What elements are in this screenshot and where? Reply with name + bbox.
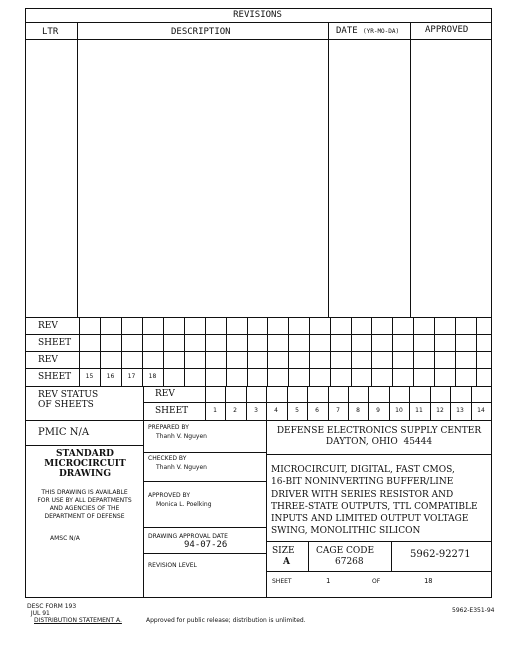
- grid-sheet-number: 18: [148, 373, 157, 380]
- grid-col-line-11: [309, 317, 310, 386]
- agency-bottom: [266, 454, 492, 455]
- grid-sheet-number: 16: [106, 373, 115, 380]
- rev-status-col-line: [491, 386, 492, 420]
- form-number: DESC FORM 193 JUL 91: [27, 603, 77, 617]
- frame-left: [25, 8, 26, 598]
- rev-status-sheet-number: 6: [315, 407, 319, 414]
- rev-status-col-line: [307, 386, 308, 420]
- frame-top: [25, 8, 492, 9]
- rev-status-sheet-number: 7: [336, 407, 340, 414]
- size-value: A: [283, 557, 290, 567]
- grid-row-line-1: [25, 334, 492, 335]
- rev-status-left-divider: [143, 386, 144, 597]
- rev-status-sheet-number: 5: [295, 407, 299, 414]
- rev-header-line1: [25, 22, 492, 23]
- rev-status-bottom: [25, 420, 492, 421]
- size-divider: [308, 541, 309, 571]
- prepared-label: PREPARED BY: [148, 424, 189, 431]
- col-description: DESCRIPTION: [171, 27, 231, 37]
- rev-status-col-line: [205, 386, 206, 420]
- rev-status-col-line: [389, 386, 390, 420]
- checked-label: CHECKED BY: [148, 455, 187, 462]
- grid-row-label: SHEET: [38, 372, 72, 382]
- rev-status-col-line: [368, 386, 369, 420]
- rev-status-col-line: [450, 386, 451, 420]
- pmic-bottom: [25, 445, 143, 446]
- sheet-value: 1: [326, 577, 331, 585]
- revision-level-label: REVISION LEVEL: [148, 562, 197, 569]
- grid-col-line-17: [434, 317, 435, 386]
- agency: DEFENSE ELECTRONICS SUPPLY CENTER DAYTON, OHIO 45444: [276, 426, 482, 447]
- grid-col-line-9: [267, 317, 268, 386]
- of-value: 18: [424, 577, 433, 585]
- frame-bottom: [25, 597, 492, 598]
- rev-status-col-line: [471, 386, 472, 420]
- grid-row-line-2: [25, 351, 492, 352]
- title-bottom: [266, 541, 492, 542]
- grid-sheet-number: 15: [85, 373, 94, 380]
- size-bottom: [266, 571, 492, 572]
- standard-title: STANDARD MICROCIRCUIT DRAWING: [44, 449, 126, 479]
- rev-status-col-line: [348, 386, 349, 420]
- rev-status-sheet-number: 1: [213, 407, 217, 414]
- grid-row-label: SHEET: [38, 338, 72, 348]
- col-date: DATE: [336, 26, 358, 36]
- sig-line-4: [143, 553, 266, 554]
- rev-col-ltr-divider: [77, 22, 78, 317]
- grid-sheet-number: 17: [127, 373, 136, 380]
- rev-status-sheet-number: 14: [477, 407, 485, 414]
- rev-status-col-line: [246, 386, 247, 420]
- approval-date-label: DRAWING APPROVAL DATE: [148, 533, 228, 540]
- grid-col-line-6: [205, 317, 206, 386]
- grid-row-label: REV: [38, 355, 58, 365]
- grid-col-line-14: [371, 317, 372, 386]
- rev-status-sheet-number: 8: [356, 407, 360, 414]
- grid-row-label: REV: [38, 321, 58, 331]
- col-approved: APPROVED: [425, 25, 469, 35]
- prepared-name: Thanh V. Nguyen: [156, 433, 207, 440]
- doc-code: 5962-E351-94: [452, 607, 495, 614]
- rev-status-col-line: [328, 386, 329, 420]
- rev-status-label: REV STATUS OF SHEETS: [38, 390, 99, 410]
- rev-status-col-line: [266, 386, 267, 420]
- rev-status-col-line: [287, 386, 288, 420]
- cage-divider: [391, 541, 392, 571]
- grid-col-line-19: [476, 317, 477, 386]
- rev-status-sheet-number: 3: [254, 407, 258, 414]
- rev-status-sheet-number: 13: [456, 407, 464, 414]
- grid-row-line-3: [25, 368, 492, 369]
- approved-name: Monica L. Poelking: [156, 501, 212, 508]
- grid-row-line-4: [25, 386, 492, 387]
- cage-label: CAGE CODE: [316, 546, 375, 556]
- rev-status-col-line: [225, 386, 226, 420]
- frame-right: [491, 8, 492, 598]
- of-label: OF: [372, 578, 381, 585]
- approved-label: APPROVED BY: [148, 492, 191, 499]
- col-ltr: LTR: [42, 27, 59, 37]
- sig-line-1: [143, 452, 266, 453]
- grid-row-line-0: [25, 317, 492, 318]
- grid-col-line-5: [184, 317, 185, 386]
- grid-col-line-10: [288, 317, 289, 386]
- rev-status-sheet-number: 2: [233, 407, 237, 414]
- distribution-statement-label: DISTRIBUTION STATEMENT A.: [34, 617, 122, 624]
- amsc: AMSC N/A: [50, 535, 80, 542]
- availability-text: THIS DRAWING IS AVAILABLE FOR USE BY ALL DEPARTMENTS AND AGENCIES OF THE DEPARTMENT OF DEFENSE: [37, 489, 132, 520]
- grid-col-line-7: [226, 317, 227, 386]
- rev-status-rev-label: REV: [155, 389, 175, 399]
- grid-col-line-16: [413, 317, 414, 386]
- rev-status-mid-line: [143, 402, 492, 403]
- rev-status-sheet-number: 11: [415, 407, 423, 414]
- rev-col-date-divider: [410, 22, 411, 317]
- rev-status-sheet-number: 9: [376, 407, 380, 414]
- grid-col-line-12: [330, 317, 331, 386]
- grid-col-line-18: [455, 317, 456, 386]
- rev-status-sheet-label: SHEET: [155, 406, 189, 416]
- revisions-title: REVISIONS: [233, 10, 282, 20]
- title-block: MICROCIRCUIT, DIGITAL, FAST CMOS, 16-BIT NONINVERTING BUFFER/LINE DRIVER WITH SERIES RESISTOR AND THREE-STATE OUTPUTS, TTL COMPATIBLE INPUTS AND LIMITED OUTPUT VOLTAGE SWING, MONOLITHIC SILICON: [271, 465, 478, 537]
- grid-col-line-13: [351, 317, 352, 386]
- distribution-statement-text: Approved for public release; distribution is unlimited.: [146, 617, 306, 624]
- rev-status-col-line: [430, 386, 431, 420]
- checked-name: Thanh V. Nguyen: [156, 464, 207, 471]
- col-date-format: (YR-MO-DA): [363, 28, 400, 35]
- approval-date: 94-07-26: [184, 540, 228, 550]
- sig-line-3: [143, 527, 266, 528]
- grid-col-line-15: [392, 317, 393, 386]
- grid-col-line-4: [163, 317, 164, 386]
- sheet-label: SHEET: [272, 578, 292, 585]
- rev-status-sheet-number: 10: [395, 407, 403, 414]
- sig-line-2: [143, 481, 266, 482]
- cage-value: 67268: [335, 557, 364, 567]
- grid-col-line-8: [247, 317, 248, 386]
- rev-status-sheet-number: 12: [436, 407, 444, 414]
- size-label: SIZE: [272, 546, 295, 556]
- rev-header-line2: [25, 39, 492, 40]
- rev-status-sheet-number: 4: [274, 407, 278, 414]
- drawing-number: 5962-92271: [410, 549, 471, 560]
- rev-col-desc-divider: [328, 22, 329, 317]
- pmic: PMIC N/A: [38, 427, 90, 438]
- rev-status-col-line: [409, 386, 410, 420]
